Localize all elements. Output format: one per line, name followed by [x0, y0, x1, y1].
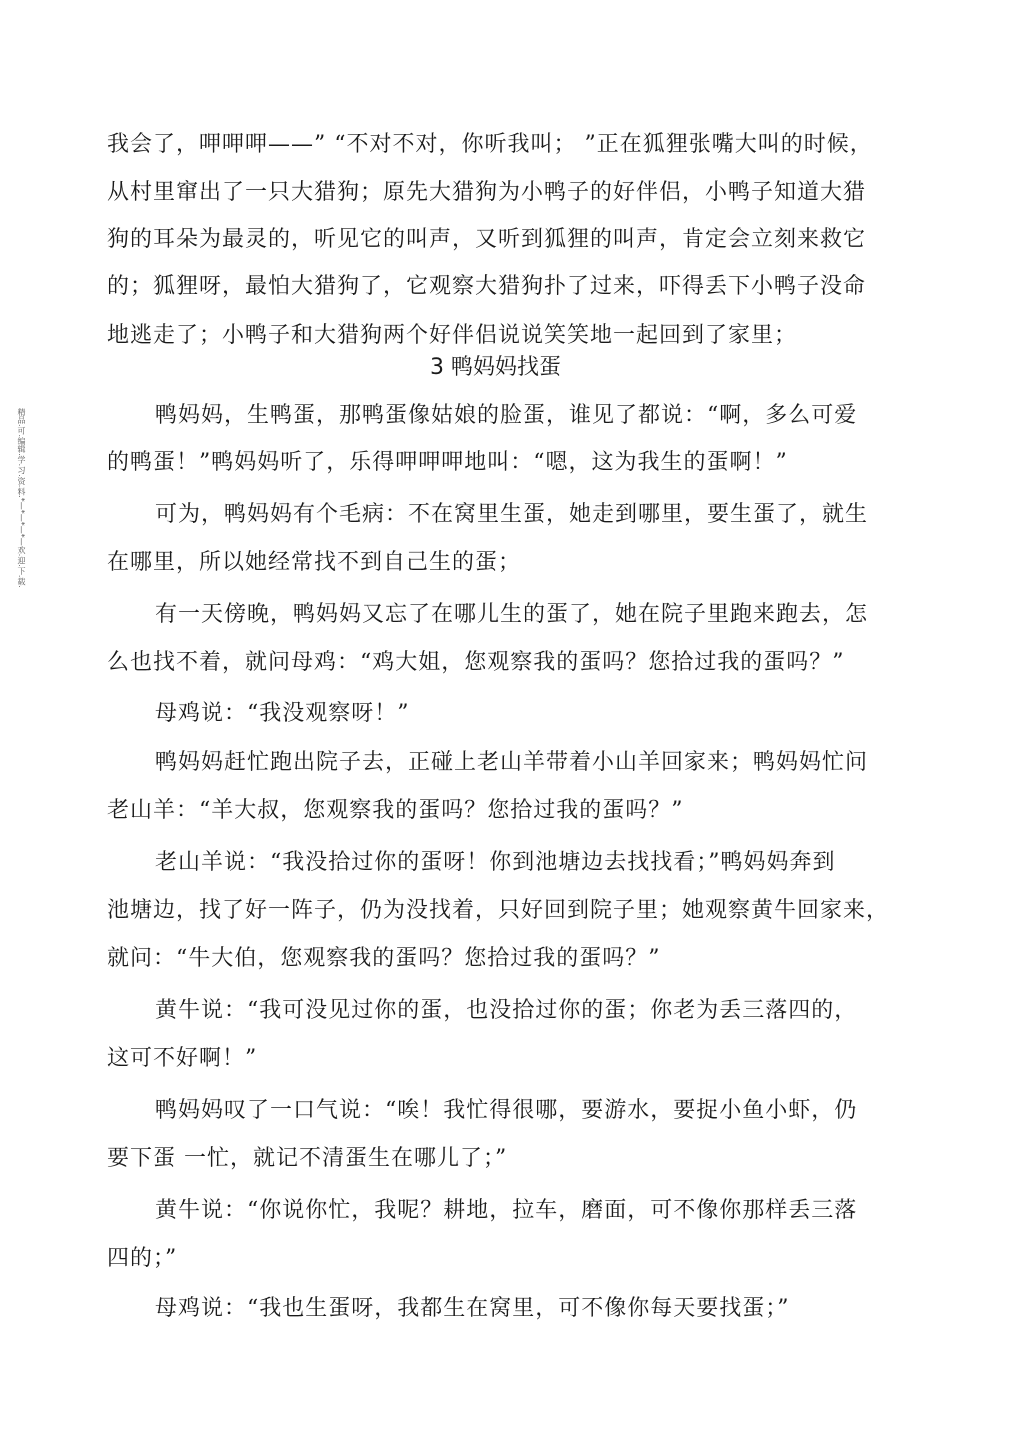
text-line: 可为，鸭妈妈有个毛病：不在窝里生蛋，她走到哪里，要生蛋了，就生	[155, 502, 869, 527]
text-line: 黄牛说：“你说你忙，我呢？耕地，拉车，磨面，可不像你那样丢三落	[155, 1198, 858, 1223]
text-line: 这可不好啊！”	[107, 1046, 258, 1071]
text-line: 鸭妈妈，生鸭蛋，那鸭蛋像姑娘的脸蛋，谁见了都说：“啊，多么可爱	[155, 403, 858, 428]
text-line: 四的；”	[107, 1246, 178, 1271]
side-watermark-text: 精品.可.编辑.学.习.资.料.*—*—*—*—欢.迎.下.载.	[17, 408, 26, 588]
section-title: 3 鸭妈妈找蛋	[430, 355, 561, 380]
text-line: 老山羊：“羊大叔，您观察我的蛋吗？您拾过我的蛋吗？”	[107, 798, 684, 823]
text-line: 的；狐狸呀，最怕大猎狗了，它观察大猎狗扑了过来，吓得丢下小鸭子没命	[107, 274, 867, 299]
text-line: 么也找不着，就问母鸡：“鸡大姐，您观察我的蛋吗？您拾过我的蛋吗？”	[107, 650, 845, 675]
text-line: 池塘边，找了好一阵子，仍为没找着，只好回到院子里；她观察黄牛回家来，	[107, 898, 890, 923]
text-line: 有一天傍晚，鸭妈妈又忘了在哪儿生的蛋了，她在院子里跑来跑去，怎	[155, 602, 869, 627]
text-line: 鸭妈妈赶忙跑出院子去，正碰上老山羊带着小山羊回家来；鸭妈妈忙问	[155, 750, 869, 775]
text-line: 要下蛋 一忙，就记不清蛋生在哪儿了；”	[107, 1146, 508, 1171]
text-line: 黄牛说：“我可没见过你的蛋，也没拾过你的蛋；你老为丢三落四的，	[155, 998, 858, 1023]
text-line: 母鸡说：“我也生蛋呀，我都生在窝里，可不像你每天要找蛋；”	[155, 1296, 790, 1321]
text-line: 地逃走了；小鸭子和大猎狗两个好伴侣说说笑笑地一起回到了家里；	[107, 323, 798, 348]
text-line: 我会了，呷呷呷——” “不对不对，你听我叫； ”正在狐狸张嘴大叫的时候，	[107, 132, 873, 157]
text-line: 的鸭蛋！”鸭妈妈听了，乐得呷呷呷地叫：“嗯，这为我生的蛋啊！”	[107, 450, 788, 475]
text-line: 老山羊说：“我没拾过你的蛋呀！你到池塘边去找找看；”鸭妈妈奔到	[155, 850, 836, 875]
text-line: 鸭妈妈叹了一口气说：“唉！我忙得很哪，要游水，要捉小鱼小虾，仍	[155, 1098, 858, 1123]
text-line: 从村里窜出了一只大猎狗；原先大猎狗为小鸭子的好伴侣，小鸭子知道大猎	[107, 180, 867, 205]
text-line: 母鸡说：“我没观察呀！”	[155, 701, 410, 726]
text-line: 在哪里，所以她经常找不到自己生的蛋；	[107, 550, 522, 575]
text-line: 就问：“牛大伯，您观察我的蛋吗？您拾过我的蛋吗？”	[107, 946, 661, 971]
text-line: 狗的耳朵为最灵的，听见它的叫声，又听到狐狸的叫声，肯定会立刻来救它	[107, 227, 867, 252]
